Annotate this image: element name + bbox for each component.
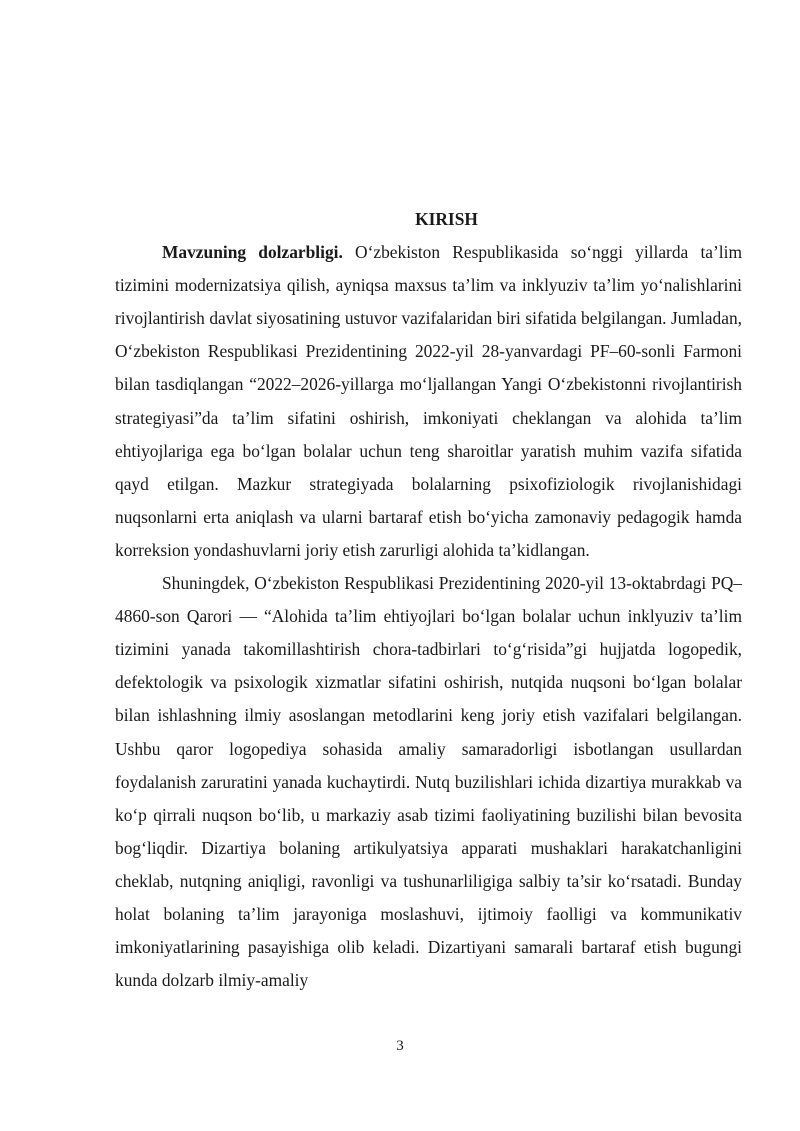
paragraph-decree: Shuningdek, O‘zbekiston Respublikasi Prezidentining 2020-yil 13-oktabrdagi PQ–4860-son Qarori — “Alohida ta’lim ehtiyojlari bo‘lgan bolalar uchun inklyuziv ta’lim tizimini yanada takomillashtirish chora-tadbirlari to‘g‘risida”gi hujjatda logopedik, defektologik va psixologik xizmatlar sifatini oshirish, nutqida nuqsoni bo‘lgan bolalar bilan ishlashning ilmiy asoslangan metodlarini keng joriy etish vazifalari belgilangan. Ushbu qaror logopediya sohasida amaliy samaradorligi isbotlangan usullardan foydalanish zaruratini yanada kuchaytirdi. Nutq buzilishlari ichida dizartiya murakkab va ko‘p qirrali nuqson bo‘lib, u markaziy asab tizimi faoliyatining buzilishi bilan bevosita bog‘liqdir. Dizartiya bolaning artikulyatsiya apparati mushaklari harakatchanligini cheklab, nutqning aniqligi, ravonligi va tushunarliligiga salbiy ta’sir ko‘rsatadi. Bunday holat bolaning ta’lim jarayoniga moslashuvi, ijtimoiy faolligi va kommunikativ imkoniyatlarining pasayishiga olib keladi. Dizartiyani samarali bartaraf etish bugungi kunda dolzarb ilmiy-amaliy xyxy=(115,573,742,991)
section-title: KIRISH xyxy=(415,209,478,229)
paragraph-lead-heading: Mavzuning dolzarbligi. xyxy=(162,242,343,263)
page-number: 3 xyxy=(396,1038,404,1054)
paragraph-relevance-text: O‘zbekiston Respublikasida so‘nggi yillarda ta’lim tizimini modernizatsiya qilish, ayniqsa maxsus ta’lim va inklyuziv ta’lim yo‘nalishlarini rivojlantirish davlat siyosatining ustuvor vazifalaridan biri sifatida belgilangan. Jumladan, O‘zbekiston Respublikasi Prezidentining 2022-yil 28-yanvardagi PF–60-sonli Farmoni bilan tasdiqlangan “2022–2026-yillarga mo‘ljallangan Yangi O‘zbekistonni rivojlantirish strategiyasi”da ta’lim sifatini oshirish, imkoniyati cheklangan va alohida ta’lim ehtiyojlariga ega bo‘lgan bolalar uchun teng sharoitlar yaratish muhim vazifa sifatida qayd etilgan. Mazkur strategiyada bolalarning psixofiziologik rivojlanishidagi nuqsonlarni erta aniqlash va ularni bartaraf etish bo‘yicha zamonaviy pedagogik hamda korreksion yondashuvlarni joriy etish zarurligi alohida ta’kidlangan. xyxy=(115,242,742,560)
document-body xyxy=(115,203,742,997)
paragraph-relevance xyxy=(115,236,742,567)
